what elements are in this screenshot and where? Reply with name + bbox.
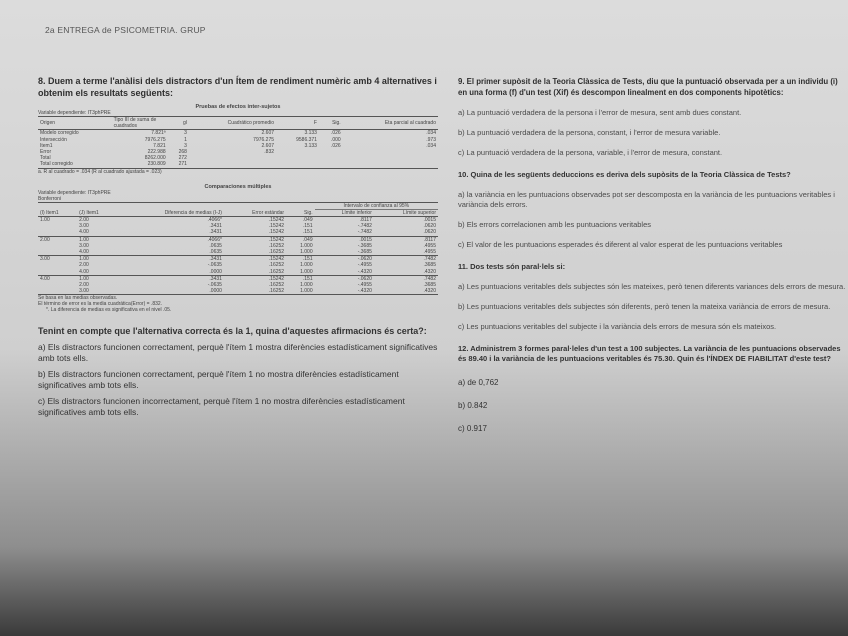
answer-option[interactable]: c) El valor de les puntuacions esperades és diferent al valor esperat de les puntuacions veritables — [458, 240, 783, 249]
anova-cell: 9586.371 — [296, 136, 317, 143]
anova-cell: Intersección — [40, 136, 67, 143]
anova-cell: 3 — [184, 142, 187, 149]
anova-cell: 7976.275 — [253, 136, 275, 143]
mc-cell: .0635 — [209, 242, 222, 249]
mc-cell: -.4955 — [357, 282, 372, 289]
anova-cell: 271 — [168, 161, 189, 168]
mc-cell: 1.000 — [300, 268, 313, 275]
anova-cell: 222.988 — [147, 149, 166, 156]
mc-cell: .16252 — [268, 262, 285, 269]
mc-cell: 1.000 — [286, 288, 315, 295]
anova-cell: 230.809 — [112, 161, 168, 168]
mc-cell-i: 2.00 — [38, 236, 77, 243]
answer-option[interactable]: c) La puntuació verdadera de la persona, variable, i l'error de mesura, constant. — [458, 148, 723, 157]
anova-depvar: Variable dependiente: IT3phPRE — [38, 110, 111, 116]
anova-cell: Error — [40, 149, 52, 156]
anova-cell: Total — [40, 155, 51, 162]
mc-cell: 3.00 — [79, 223, 89, 230]
anova-row — [38, 130, 438, 137]
mc-note: Se basa en las medias observadas. — [38, 295, 118, 302]
mc-row — [38, 256, 438, 263]
mc-cell: .0000 — [118, 288, 224, 295]
mc-cell-i: 4.00 — [38, 275, 77, 282]
mc-cell: 1.000 — [300, 262, 313, 269]
mc-cell: .4066* — [118, 236, 224, 243]
mc-cell: -.3685 — [357, 242, 372, 249]
answer-option[interactable]: b) Les puntuacions veritables dels subjectes són diferents, però tenen la mateixa variància de errors de mesura. — [458, 302, 831, 311]
answer-option[interactable]: c) Les puntuacions veritables del subjecte i la variància dels errors de mesura són els mateixos. — [458, 322, 777, 331]
mc-header-cell: Diferencia de medias (I-J) — [118, 209, 224, 216]
anova-cell — [189, 161, 276, 168]
mc-row — [38, 249, 438, 256]
question-9-title: 9. El primer supòsit de la Teoria Clàssica de Tests, diu que la puntuació observada per a un individu (i) en una forma (f) d'un test (Xif) és descompon linealment en dos components hipotètics: — [458, 77, 838, 97]
mc-cell: .3431 — [118, 256, 224, 263]
anova-cell — [319, 161, 343, 168]
anova-cell: 7.821ª — [151, 130, 166, 137]
mc-cell: .4955 — [423, 249, 436, 256]
anova-header-cell: Sig. — [319, 117, 343, 130]
mc-cell: 2.00 — [77, 217, 118, 224]
mc-cell: -.4320 — [315, 288, 374, 295]
multiple-comparisons-table — [38, 202, 438, 296]
anova-row — [38, 161, 438, 168]
mc-header-cell: Sig. — [286, 209, 315, 216]
mc-cell: .16252 — [268, 242, 285, 249]
mc-cell: 1.00 — [77, 236, 118, 243]
anova-cell: 268 — [178, 149, 187, 156]
mc-cell-i — [38, 269, 77, 276]
anova-cell: Total corregido — [38, 161, 112, 168]
mc-cell: .7482 — [374, 256, 438, 263]
mc-cell: .049 — [286, 236, 315, 243]
mc-cell: .15242 — [224, 256, 286, 263]
mc-cell: .151 — [286, 275, 315, 282]
question-10-title: 10. Quina de les següents deduccions es deriva dels supòsits de la Teoria Clàssica de Tests? — [458, 170, 791, 179]
anova-body — [38, 130, 438, 168]
anova-header-row — [38, 117, 438, 130]
mc-cell: 1.000 — [300, 282, 313, 289]
mc-cell: -.0635 — [207, 262, 222, 269]
mc-spacer — [38, 202, 315, 209]
mc-header-cell: (I) Item1 — [38, 209, 77, 216]
mc-cell: .15242 — [268, 229, 285, 236]
mc-cell: 4.00 — [79, 249, 89, 256]
mc-cell: 4.00 — [79, 268, 89, 275]
anova-cell: 2.607 — [261, 142, 275, 149]
anova-header-cell: Cuadrático promedio — [189, 117, 276, 130]
left-column — [38, 76, 438, 418]
anova-table — [38, 116, 438, 169]
mc-cell: 3.00 — [79, 242, 89, 249]
answer-option[interactable]: a) la variància en les puntuacions observades pot ser descomposta en la variància de les puntuacions veritables i variància dels errors. — [458, 190, 835, 209]
anova-cell — [276, 161, 319, 168]
mc-cell: .0015 — [315, 236, 374, 243]
mc-cell: .0635 — [209, 249, 222, 256]
mc-cell: .16252 — [268, 268, 285, 275]
mc-cell: -.0635 — [207, 282, 222, 289]
answer-option[interactable]: b) Els errors correlacionen amb les puntuacions veritables — [458, 220, 652, 229]
mc-cell: .3685 — [423, 262, 436, 269]
mc-cell: -.7482 — [357, 229, 372, 236]
answer-option[interactable]: b) La puntuació verdadera de la persona, constant, i l'error de mesura variable. — [458, 128, 721, 137]
mc-ci-header: Intervalo de confianza al 95% — [315, 202, 438, 209]
anova-header-cell: F — [276, 117, 319, 130]
mc-cell-i — [38, 229, 77, 236]
anova-caption: Pruebas de efectos inter-sujetos — [195, 104, 281, 110]
mc-cell: .3431 — [209, 223, 222, 230]
anova-cell: 2.607 — [261, 130, 275, 137]
question-8-statement: Tenint en compte que l'alternativa correcta és la 1, quina d'aquestes afirmacions és certa?: — [38, 326, 427, 337]
mc-cell: -.4955 — [357, 262, 372, 269]
mc-caption: Comparaciones múltiples — [204, 183, 272, 190]
mc-cell: 1.00 — [77, 275, 118, 282]
mc-cell: .4320 — [374, 288, 438, 295]
mc-row — [38, 236, 438, 243]
mc-cell: 2.00 — [79, 282, 89, 289]
mc-cell: .7482 — [374, 275, 438, 282]
mc-cell: -.3685 — [357, 249, 372, 256]
answer-option[interactable]: a) Les puntuacions veritables dels subjectes són les mateixes, però tenen diferents variances dels errors de mesura. — [458, 282, 846, 291]
mc-cell: .0620 — [423, 229, 436, 236]
mc-cell: .151 — [286, 256, 315, 263]
mc-row — [38, 229, 438, 236]
mc-cell: .3685 — [423, 282, 436, 289]
mc-cell: 2.00 — [79, 262, 89, 269]
mc-cell: -.4320 — [357, 268, 372, 275]
mc-cell: .15242 — [224, 275, 286, 282]
anova-cell: 8262.000 — [144, 155, 166, 162]
mc-header-row — [38, 209, 438, 216]
answer-option[interactable]: b) Els distractors funcionen correctament, perquè l'ítem 1 no mostra diferències estadísticament significatives amb tots ells. — [38, 369, 399, 391]
mc-row — [38, 288, 438, 295]
mc-cell: .4066* — [118, 217, 224, 224]
right-column — [458, 76, 846, 433]
mc-cell: .151 — [302, 229, 313, 236]
mc-cell: -.7482 — [357, 223, 372, 230]
anova-header-cell: Tipo III de suma de cuadrados — [112, 117, 168, 130]
mc-cell: .15242 — [268, 223, 285, 230]
mc-header-cell: Límite inferior — [315, 209, 374, 216]
mc-header-cell: Límite superior — [374, 209, 438, 216]
anova-cell: .973 — [426, 136, 436, 143]
mc-cell: .151 — [302, 223, 313, 230]
mc-row — [38, 269, 438, 276]
mc-cell: .16252 — [268, 282, 285, 289]
anova-cell: 3.133 — [304, 130, 317, 137]
anova-cell: 7976.275 — [144, 136, 166, 143]
mc-cell: 1.000 — [300, 249, 313, 256]
mc-cell: .3431 — [209, 229, 222, 236]
mc-cell: .049 — [286, 217, 315, 224]
answer-option[interactable]: a) La puntuació verdadera de la persona i l'error de mesura, sent amb dues constant. — [458, 108, 742, 117]
anova-cell: .000 — [330, 136, 341, 143]
anova-cell: Item1 — [40, 142, 53, 149]
answer-option[interactable]: a) de 0,762 — [458, 378, 499, 387]
mc-cell: -.0620 — [315, 275, 374, 282]
anova-header-cell: Origen — [38, 117, 112, 130]
mc-row — [38, 275, 438, 282]
anova-cell: 7.821 — [153, 142, 166, 149]
mc-cell: .4955 — [423, 242, 436, 249]
mc-cell: .8117 — [315, 217, 374, 224]
question-8-title: 8. Duem a terme l'anàlisi dels distractors d'un Ítem de rendiment numèric amb 4 alternatives i obtenim els resultats següents: — [38, 76, 437, 98]
mc-cell: 4.00 — [79, 229, 89, 236]
mc-cell: .16252 — [268, 249, 285, 256]
mc-cell: .4320 — [423, 268, 436, 275]
mc-ci-row — [38, 202, 438, 209]
mc-cell: 1.000 — [300, 242, 313, 249]
mc-cell-i — [38, 288, 77, 295]
mc-header-cell: Error estándar — [224, 209, 286, 216]
mc-depvar: Variable dependiente: IT3phPRE — [38, 189, 111, 196]
anova-cell: .034 — [426, 142, 436, 149]
mc-cell: .0000 — [209, 268, 222, 275]
mc-body — [38, 217, 438, 295]
question-12-title: 12. Administrem 3 formes paral·leles d'un test a 100 subjectes. La variància de les puntuacions observades és 89.40 i la variància de les puntuacions veritables és 75.30. Quin és l'ÍNDEX DE FIABILITAT d'este test? — [458, 344, 841, 363]
anova-cell: Modelo corregido — [40, 130, 79, 137]
anova-cell: 3.133 — [304, 142, 317, 149]
anova-header-cell: Eta parcial al cuadrado — [343, 117, 438, 130]
mc-row — [38, 217, 438, 224]
mc-cell: .8117 — [374, 236, 438, 243]
anova-cell: .026 — [330, 130, 341, 137]
mc-header-cell: (J) Item1 — [77, 209, 118, 216]
mc-note: *. La diferencia de medias es significativa en el nivel .05. — [46, 307, 172, 314]
document-header: 2a ENTREGA de PSICOMETRIA. GRUP — [45, 25, 206, 35]
mc-cell: .3431 — [118, 275, 224, 282]
anova-cell — [343, 161, 438, 168]
anova-footnote: a. R al cuadrado = .034 (R al cuadrado ajustada = .023) — [38, 168, 162, 175]
anova-cell: 272 — [178, 155, 187, 162]
mc-cell-i — [38, 249, 77, 256]
answer-option[interactable]: a) Els distractors funcionen correctament, perquè l'ítem 1 mostra diferències estadísticament significatives amb tots ells. — [38, 342, 438, 364]
mc-cell: .15242 — [224, 217, 286, 224]
mc-cell: 1.00 — [77, 256, 118, 263]
anova-cell: .026 — [330, 142, 341, 149]
anova-cell: .034 — [426, 130, 436, 137]
mc-method: Bonferroni — [38, 195, 62, 202]
answer-option[interactable]: c) 0.917 — [458, 424, 487, 433]
anova-header-cell: gl — [168, 117, 189, 130]
question-11-title: 11. Dos tests són paral·lels si: — [458, 262, 566, 271]
anova-cell: 1 — [184, 136, 187, 143]
anova-cell: .832 — [264, 149, 275, 156]
mc-cell-i: 3.00 — [38, 256, 77, 263]
mc-cell: .0015 — [374, 217, 438, 224]
mc-cell: .15242 — [224, 236, 286, 243]
mc-cell: -.0620 — [315, 256, 374, 263]
answer-option[interactable]: c) Els distractors funcionen incorrectament, perquè l'ítem 1 no mostra diferències estadísticament significatives amb tots ells. — [38, 396, 405, 418]
anova-cell: 3 — [184, 130, 187, 137]
mc-cell: .0620 — [423, 223, 436, 230]
mc-cell: 3.00 — [77, 288, 118, 295]
mc-cell: .16252 — [224, 288, 286, 295]
mc-cell-i: 1.00 — [38, 217, 77, 224]
mc-note: El término de error es la media cuadrática(Error) = .832. — [38, 301, 163, 308]
answer-option[interactable]: b) 0.842 — [458, 401, 488, 410]
